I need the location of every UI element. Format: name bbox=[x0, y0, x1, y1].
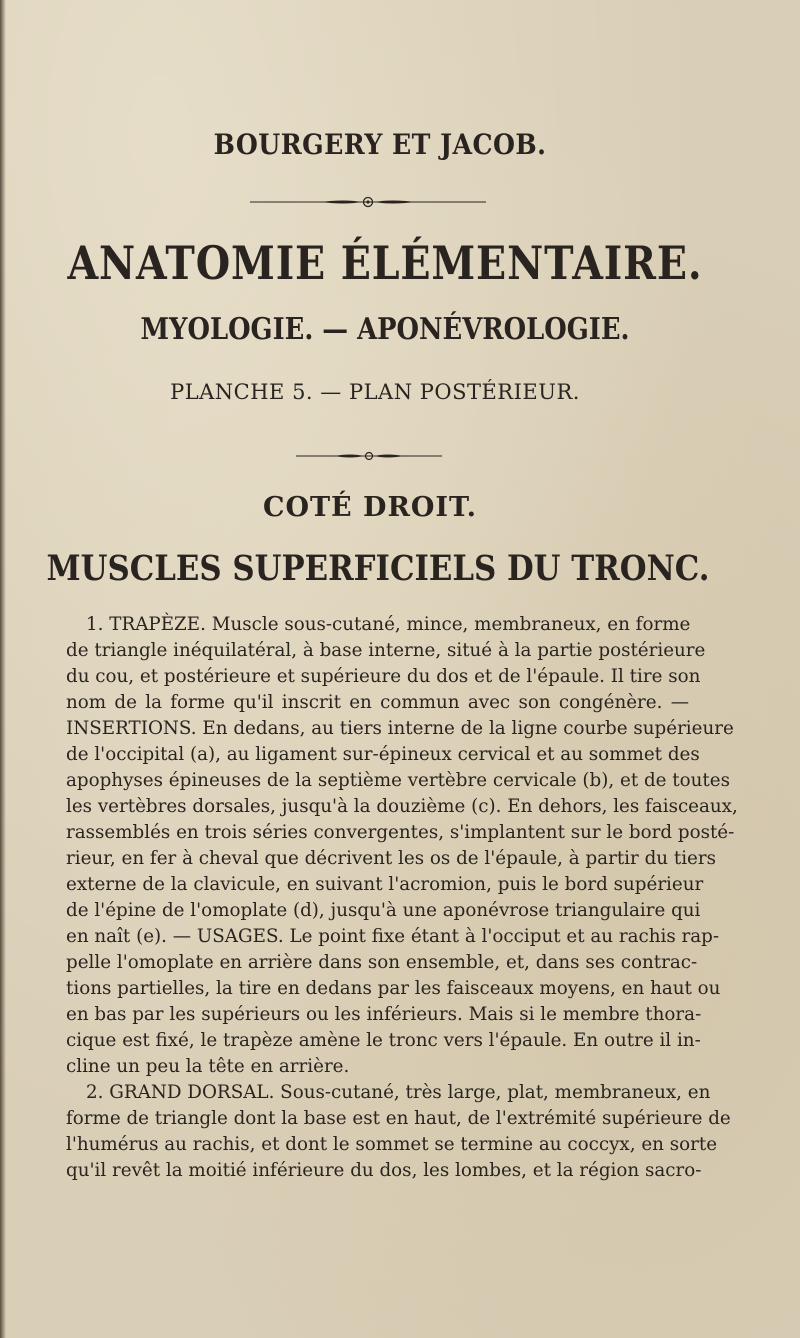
text-line: pelle l'omoplate en arrière dans son ensemble, et, dans ses contrac- bbox=[66, 952, 698, 973]
authors-heading: BOURGERY ET JACOB. bbox=[213, 128, 547, 161]
paragraph-grand-dorsal bbox=[66, 1080, 731, 1184]
text-line: INSERTIONS. En dedans, au tiers interne de la ligne courbe supérieure bbox=[66, 718, 734, 739]
text-line: de triangle inéquilatéral, à base interne, situé à la partie postérieure bbox=[66, 640, 706, 661]
text-line: de l'occipital (a), au ligament sur-épineux cervical et au sommet des bbox=[66, 744, 700, 765]
text-line: cique est fixé, le trapèze amène le tronc vers l'épaule. En outre il in- bbox=[66, 1030, 701, 1051]
text-line: externe de la clavicule, en suivant l'acromion, puis le bord supérieur bbox=[66, 874, 704, 895]
text-line: cline un peu la tête en arrière. bbox=[66, 1056, 350, 1077]
main-title: ANATOMIE ÉLÉMENTAIRE. bbox=[67, 236, 703, 290]
text-line: rassemblés en trois séries convergentes, s'implantent sur le bord posté- bbox=[66, 822, 735, 843]
text-line: tions partielles, la tire en dedans par les faisceaux moyens, en haut ou bbox=[66, 978, 721, 999]
subtitle: MYOLOGIE. — APONÉVROLOGIE. bbox=[140, 312, 630, 347]
side-heading: COTÉ DROIT. bbox=[262, 492, 478, 523]
ornamental-rule-top bbox=[250, 196, 486, 208]
text-line: en naît (e). — USAGES. Le point fixe étant à l'occiput et au rachis rap- bbox=[66, 926, 720, 947]
text-line: de l'épine de l'omoplate (d), jusqu'à une aponévrose triangulaire qui bbox=[66, 900, 701, 921]
section-heading: MUSCLES SUPERFICIELS DU TRONC. bbox=[46, 548, 710, 589]
text-line: nom de la forme qu'il inscrit en commun avec son congénère. — bbox=[66, 692, 689, 713]
text-line: l'humérus au rachis, et dont le sommet se termine au coccyx, en sorte bbox=[66, 1134, 718, 1155]
text-line: du cou, et postérieure et supérieure du dos et de l'épaule. Il tire son bbox=[66, 666, 701, 687]
text-line: 2. GRAND DORSAL. Sous-cutané, très large, plat, membraneux, en bbox=[86, 1082, 711, 1103]
text-line: 1. TRAPÈZE. Muscle sous-cutané, mince, membraneux, en forme bbox=[86, 614, 691, 635]
paragraph-trapeze bbox=[66, 612, 738, 1080]
ornamental-rule-middle bbox=[296, 450, 442, 462]
text-line: apophyses épineuses de la septième vertèbre cervicale (b), et de toutes bbox=[66, 770, 730, 791]
body-text bbox=[66, 612, 738, 1184]
plate-title: PLANCHE 5. — PLAN POSTÉRIEUR. bbox=[170, 380, 580, 404]
text-line: forme de triangle dont la base est en haut, de l'extrémité supérieure de bbox=[66, 1108, 731, 1129]
text-line: les vertèbres dorsales, jusqu'à la douzième (c). En dehors, les faisceaux, bbox=[66, 796, 738, 817]
text-line: en bas par les supérieurs ou les inférieurs. Mais si le membre thora- bbox=[66, 1004, 702, 1025]
text-line: rieur, en fer à cheval que décrivent les os de l'épaule, à partir du tiers bbox=[66, 848, 716, 869]
text-line: qu'il revêt la moitié inférieure du dos, les lombes, et la région sacro- bbox=[66, 1160, 702, 1181]
